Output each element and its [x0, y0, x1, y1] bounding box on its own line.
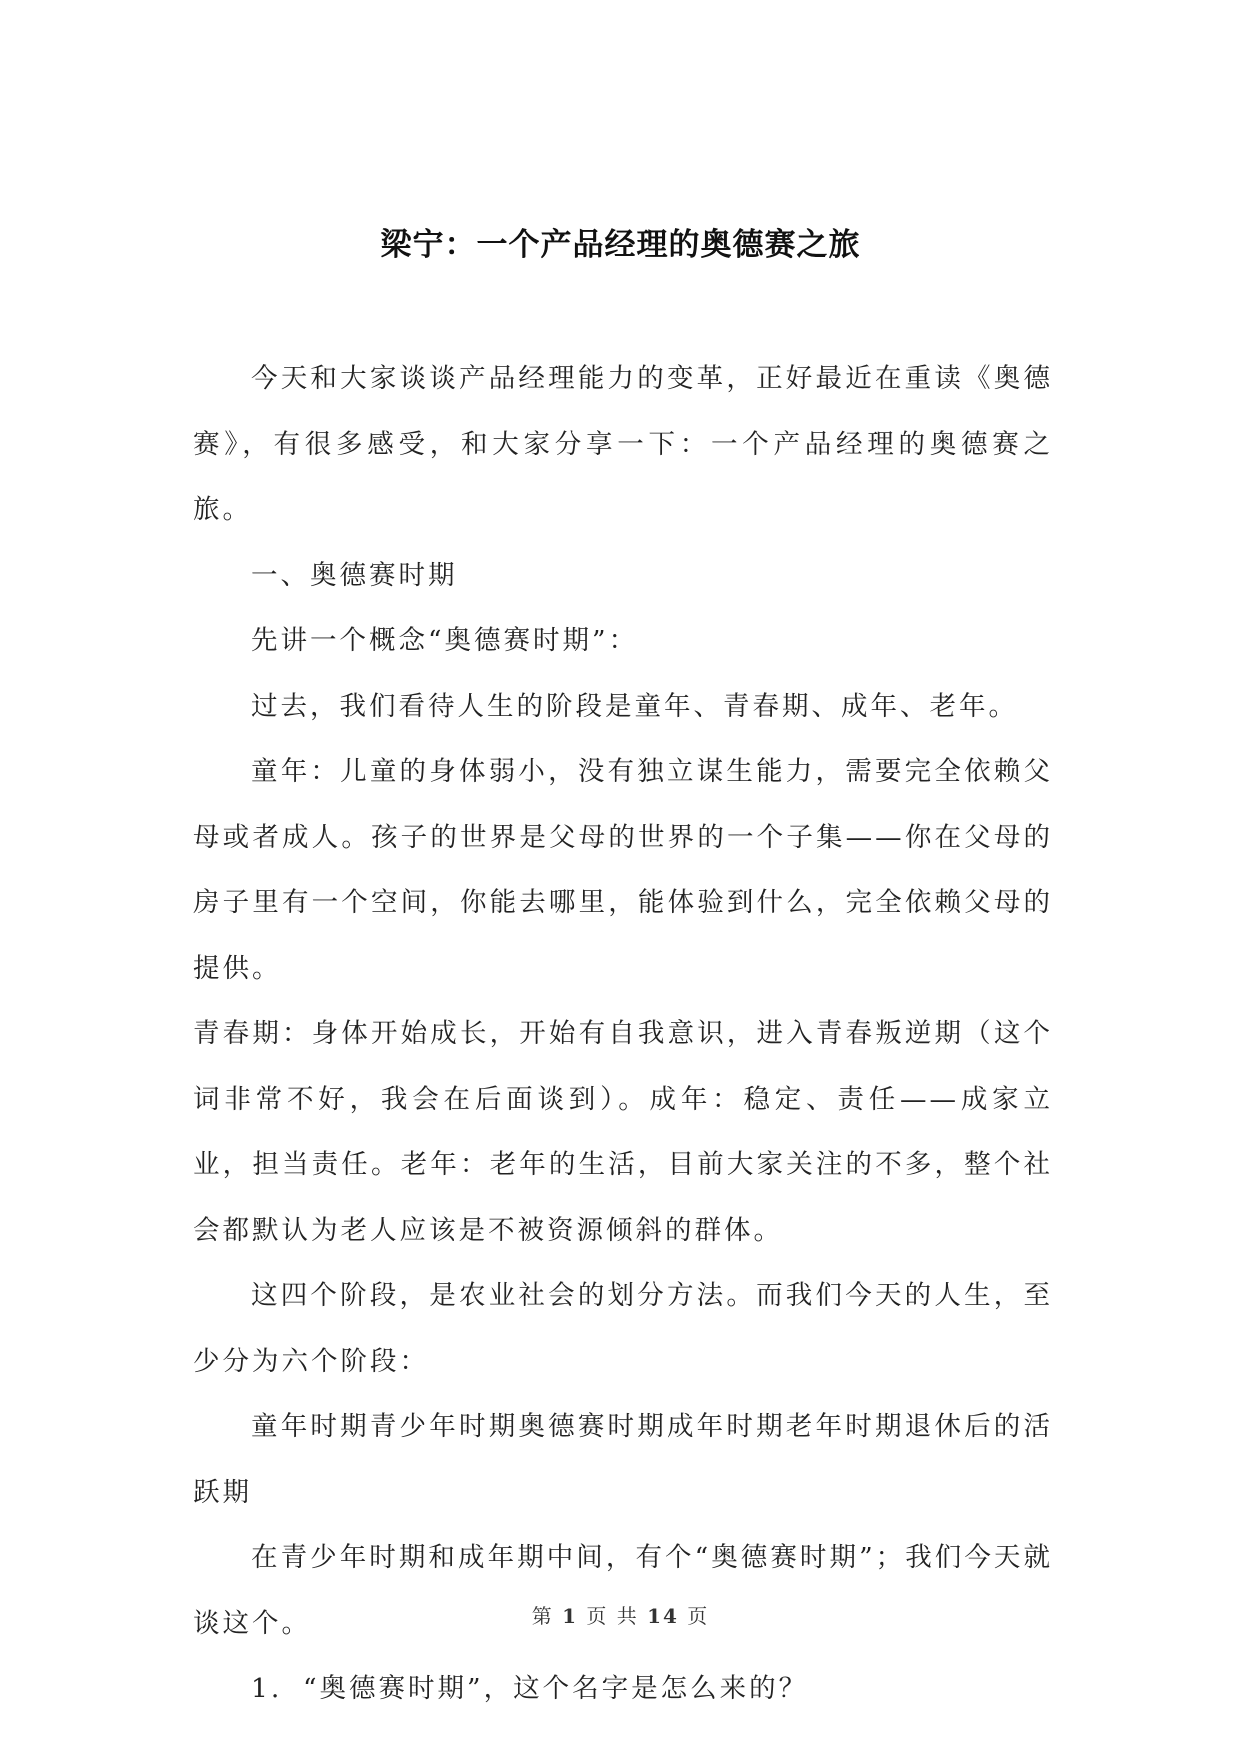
paragraph-life-stages: 过去，我们看待人生的阶段是童年、青春期、成年、老年。 — [251, 690, 1018, 722]
document-title: 梁宁：一个产品经理的奥德赛之旅 — [380, 227, 861, 263]
paragraph-adolescence: 青春期：身体开始成长，开始有自我意识，进入青春叛逆期（这个词非常不好，我会在后面谈到）。成年：稳定、责任——成家立业，担当责任。老年：老年的生活，目前大家关注的不多，整个社会都默认为老人应该是不被资源倾斜的群体。 — [193, 1018, 1053, 1246]
paragraph-four-stages: 这四个阶段，是农业社会的划分方法。而我们今天的人生，至少分为六个阶段： — [193, 1280, 1053, 1377]
list-item — [193, 1656, 1053, 1722]
document-body — [193, 346, 1053, 1722]
paragraph-odyssey-period: 在青少年时期和成年期中间，有个“奥德赛时期”；我们今天就谈这个。 — [193, 1542, 1053, 1639]
footer-suffix: 页 — [687, 1604, 710, 1628]
paragraph-intro: 今天和大家谈谈产品经理能力的变革，正好最近在重读《奥德赛》，有很多感受，和大家分享一下：一个产品经理的奥德赛之旅。 — [193, 363, 1053, 525]
paragraph-six-stages: 童年时期青少年时期奥德赛时期成年时期老年时期退休后的活跃期 — [193, 1411, 1053, 1508]
paragraph-childhood: 童年：儿童的身体弱小，没有独立谋生能力，需要完全依赖父母或者成人。孩子的世界是父母的世界的一个子集——你在父母的房子里有一个空间，你能去哪里，能体验到什么，完全依赖父母的提供。 — [193, 756, 1053, 984]
footer-page-number: 1 — [562, 1604, 578, 1628]
page-footer — [0, 1601, 1241, 1631]
list-item-number: 1. — [251, 1673, 283, 1704]
footer-prefix: 第 — [531, 1604, 554, 1628]
footer-total-pages: 14 — [647, 1604, 679, 1628]
section-heading: 一、奥德赛时期 — [251, 559, 458, 591]
list-item-text: “奥德赛时期”，这个名字是怎么来的？ — [303, 1673, 809, 1704]
footer-middle: 页 共 — [586, 1604, 639, 1628]
paragraph-concept: 先讲一个概念“奥德赛时期”： — [251, 625, 639, 656]
